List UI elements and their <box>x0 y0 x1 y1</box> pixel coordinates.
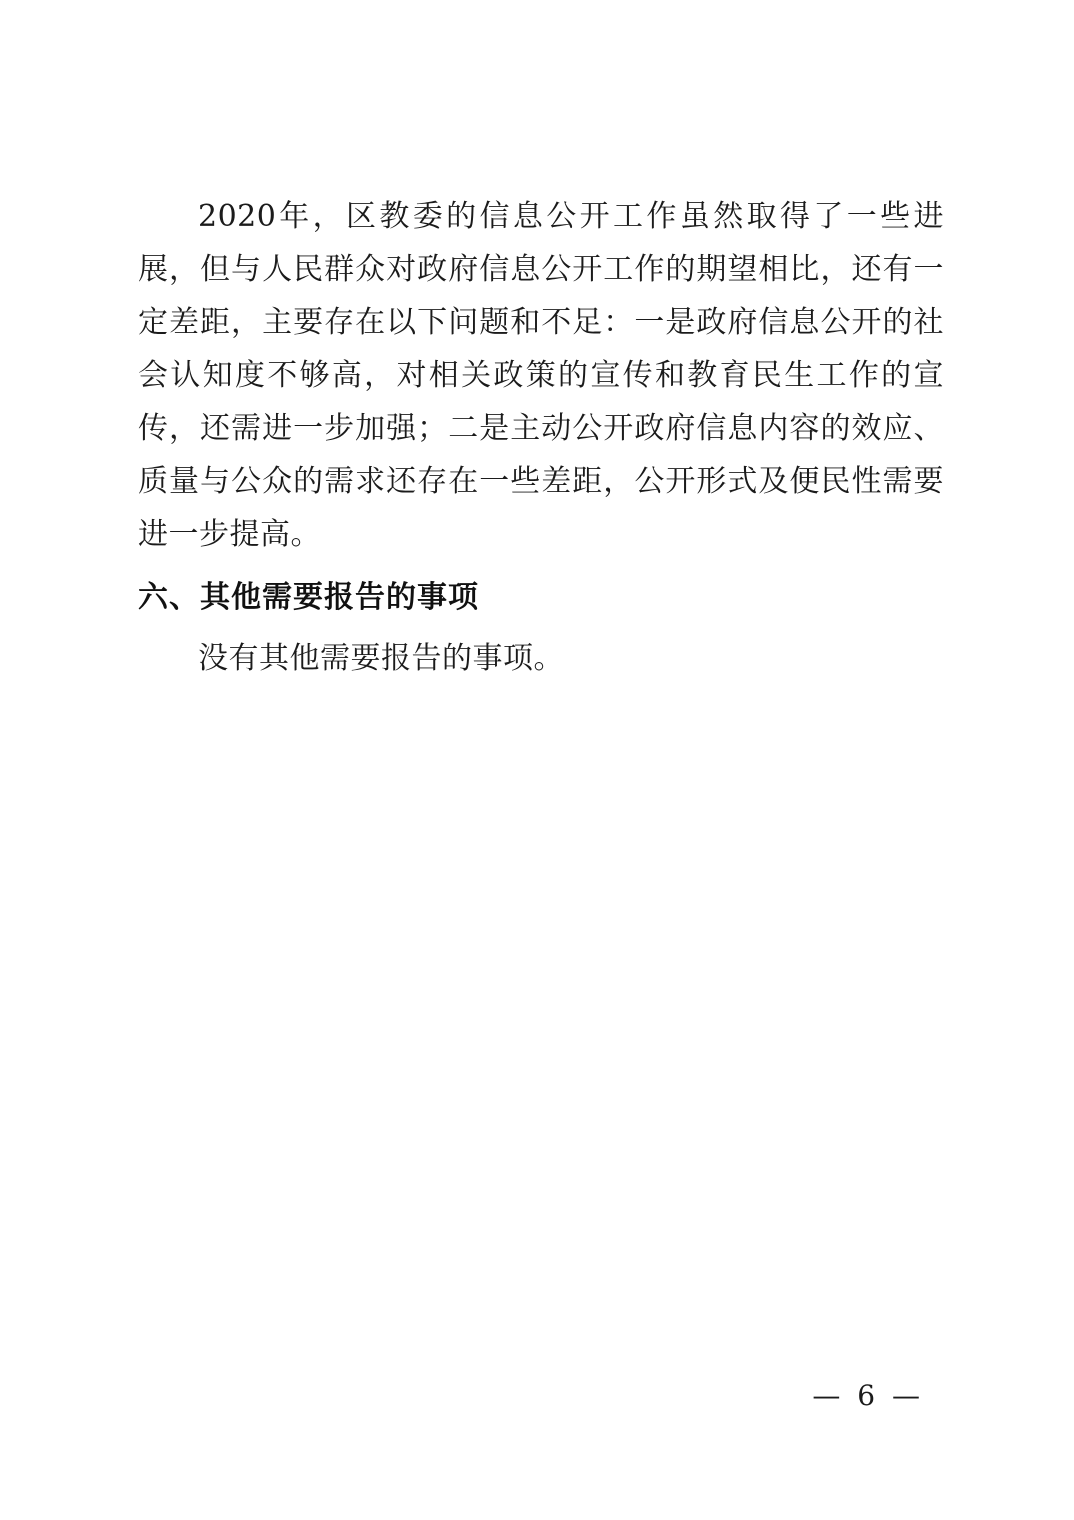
section-heading-other-matters: 六、其他需要报告的事项 <box>138 580 479 615</box>
page-number: — 6 — <box>812 1379 924 1412</box>
paragraph-summary: 2020年，区教委的信息公开工作虽然取得了一些进展，但与人民群众对政府信息公开工作的期望相比，还有一定差距，主要存在以下问题和不足：一是政府信息公开的社会认知度不够高，对相关政策的宣传和教育民生工作的宣传，还需进一步加强；二是主动公开政府信息内容的效应、质量与公众的需求还存在一些差距，公开形式及便民性需要进一步提高。 <box>138 199 944 552</box>
paragraph-other-matters: 没有其他需要报告的事项。 <box>198 641 564 676</box>
